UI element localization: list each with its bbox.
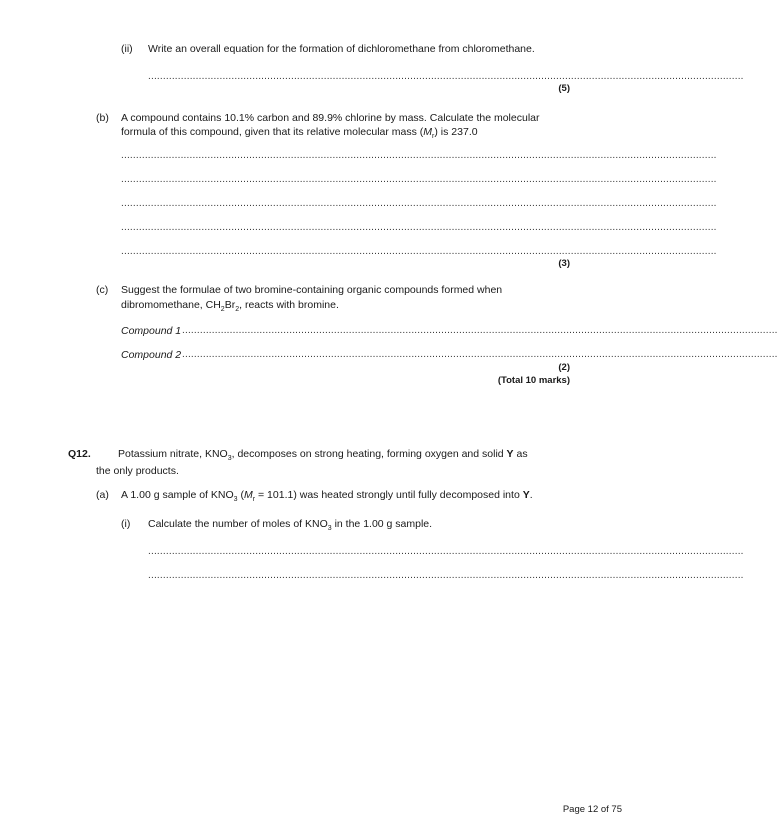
question-number: Q12. xyxy=(68,448,91,460)
answer-line: ........................................................................................................................................................................................................ xyxy=(148,546,744,557)
answer-line: ........................................................................................................................................................................................................ xyxy=(148,71,744,82)
page-number: Page 12 of 75 xyxy=(562,804,622,815)
q12-intro-line1: Potassium nitrate, $KNO_3$, decomposes on strong heating, forming oxygen and solid Y as xyxy=(118,448,528,462)
part-a-label: (a) xyxy=(96,489,109,501)
answer-line: ........................................................................................................................................................................................................ xyxy=(121,174,717,185)
answer-line: ........................................................................................................................................................................................................ xyxy=(182,349,778,360)
part-a-ii-text: Write an overall equation for the formation of dichloromethane from chloromethane. xyxy=(148,43,535,55)
answer-line: ........................................................................................................................................................................................................ xyxy=(182,325,778,336)
answer-line: ........................................................................................................................................................................................................ xyxy=(121,150,717,161)
part-b-line2: formula of this compound, given that its relative molecular mass $(M_r)$ is 237.0 xyxy=(121,126,478,140)
part-i-text: Calculate the number of moles of $KNO_3$ in the 1.00 g sample. xyxy=(148,518,433,532)
part-b-label: (b) xyxy=(96,112,109,124)
part-c-label: (c) xyxy=(96,284,109,296)
answer-line: ........................................................................................................................................................................................................ xyxy=(148,570,744,581)
answer-line: ........................................................................................................................................................................................................ xyxy=(121,222,717,233)
part-c-line1: Suggest the formulae of two bromine-containing organic compounds formed when xyxy=(121,284,503,296)
marks-c: (2) xyxy=(558,362,570,373)
marks-a-ii: (5) xyxy=(558,83,570,94)
total-marks: (Total 10 marks) xyxy=(497,375,570,386)
answer-line: ........................................................................................................................................................................................................ xyxy=(121,198,717,209)
part-i-label: (i) xyxy=(121,518,131,530)
part-b-line1: A compound contains 10.1% carbon and 89.9% chlorine by mass. Calculate the molecular xyxy=(121,112,540,124)
q12-intro-line2: the only products. xyxy=(96,465,179,477)
answer-line: ........................................................................................................................................................................................................ xyxy=(121,246,717,257)
part-c-line2: dibromomethane, $CH_2Br_2$, reacts with bromine. xyxy=(121,299,339,313)
part-a-ii-label: (ii) xyxy=(121,43,133,55)
compound-1-label: Compound 1 xyxy=(121,325,182,337)
part-a-text: A 1.00 g sample of $KNO_3$ $(M_r = 101.1)$ was heated strongly until fully decomposed into Y. xyxy=(121,489,533,503)
marks-b: (3) xyxy=(558,258,570,269)
compound-2-label: Compound 2 xyxy=(121,349,182,361)
